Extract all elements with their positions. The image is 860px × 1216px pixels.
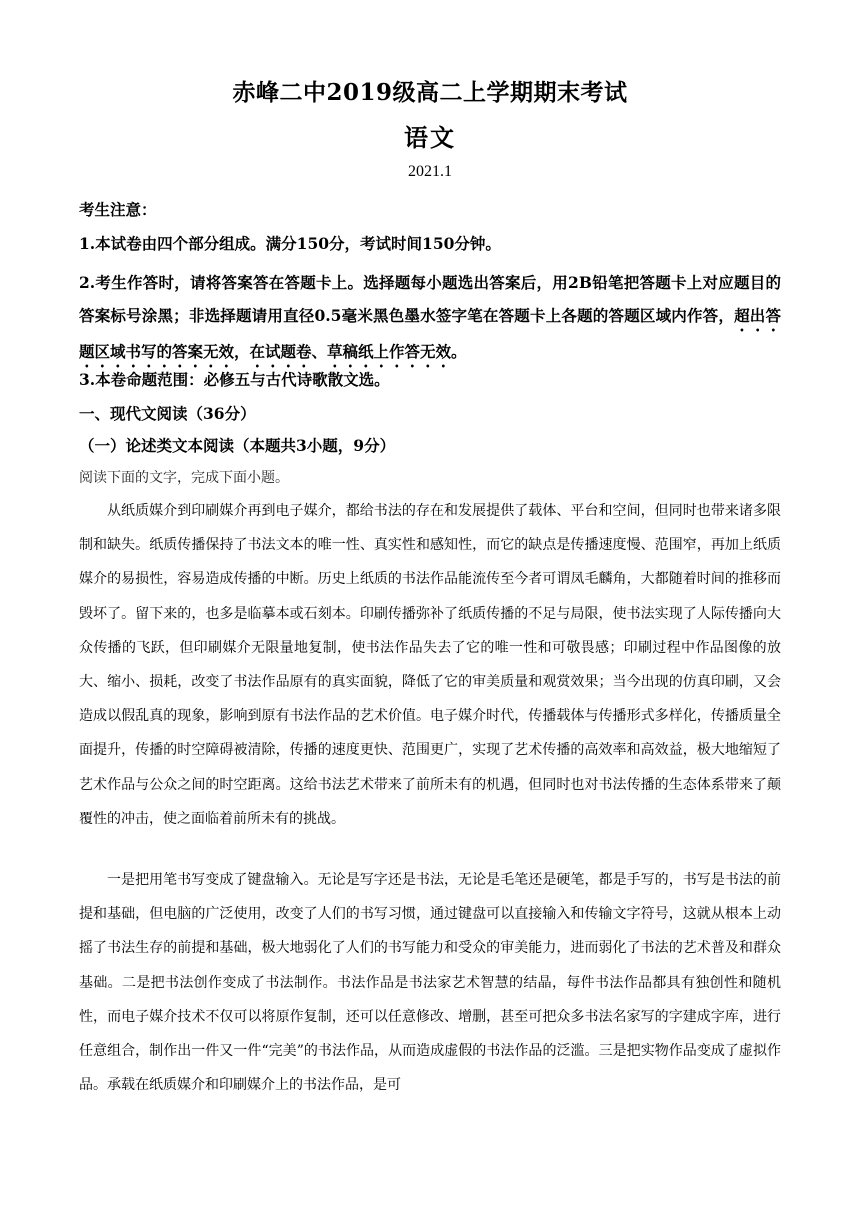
reading-instruction: 阅读下面的文字，完成下面小题。 bbox=[79, 470, 289, 486]
subsection-heading: （一）论述类文本阅读（本题共3小题，9分） bbox=[79, 436, 396, 455]
exam-date: 2021.1 bbox=[408, 163, 452, 180]
notice-item-3: 3.本卷命题范围：必修五与古代诗歌散文选。 bbox=[79, 370, 390, 389]
section-heading: 一、现代文阅读（36分） bbox=[79, 404, 256, 423]
passage-paragraph-1: 从纸质媒介到印刷媒介再到电子媒介，都给书法的存在和发展提供了载体、平台和空间，但同时也带来诸多限制和缺失。纸质传播保持了书法文本的唯一性、真实性和感知性，而它的缺点是传播速度慢、范围窄，再加上纸质媒介的易损性，容易造成传播的中断。历史上纸质的书法作品能流传至今者可谓凤毛麟角，大都随着时间的推移而毁坏了。留下来的，也多是临摹本或石刻本。印刷传播弥补了纸质传播的不足与局限，使书法实现了人际传播向大众传播的飞跃，但印刷媒介无限量地复制，使书法作品失去了它的唯一性和可敬畏感；印刷过程中作品图像的放大、缩小、损耗，改变了书法作品原有的真实面貌，降低了它的审美质量和观赏效果；当今出现的仿真印刷，又会造成以假乱真的现象，影响到原有书法作品的艺术价值。电子媒介时代，传播载体与传播形式多样化，传播质量全面提升，传播的时空障碍被清除，传播的速度更快、范围更广，实现了艺术传播的高效率和高效益，极大地缩短了艺术作品与公众之间的时空距离。这给书法艺术带来了前所未有的机遇，但同时也对书法传播的生态体系带来了颠覆性的冲击，使之面临着前所未有的挑战。 bbox=[79, 503, 781, 827]
notice-heading: 考生注意： bbox=[79, 200, 157, 219]
notice-item-2-text: 2.考生作答时，请将答案答在答题卡上。选择题每小题选出答案后，用2B铅笔把答题卡上对应题目的答案标号涂黑；非选择题请用直径0.5毫米黑色墨水签字笔在答题卡上各题的答题区域内作答， bbox=[79, 273, 781, 325]
notice-item-1: 1.本试卷由四个部分组成。满分150分，考试时间150分钟。 bbox=[79, 234, 501, 253]
subject-title: 语文 bbox=[404, 123, 456, 152]
notice-emphasis-1: 超出答题区域书写的答案无效 bbox=[79, 306, 781, 361]
exam-title: 赤峰二中2019级高二上学期期末考试 bbox=[232, 79, 628, 106]
notice-emphasis-2: 在试题卷、草稿纸上作答无效 bbox=[249, 342, 452, 361]
notice-item-2 bbox=[79, 266, 781, 371]
passage-paragraph-2: 一是把用笔书写变成了键盘输入。无论是写字还是书法，无论是毛笔还是硬笔，都是手写的，书写是书法的前提和基础，但电脑的广泛使用，改变了人们的书写习惯，通过键盘可以直接输入和传输文字符号，这就从根本上动摇了书法生存的前提和基础，极大地弱化了人们的书写能力和受众的审美能力，进而弱化了书法的艺术普及和群众基础。二是把书法创作变成了书法制作。书法作品是书法家艺术智慧的结晶，每件书法作品都具有独创性和随机性，而电子媒介技术不仅可以将原作复制，还可以任意修改、增删，甚至可把众多书法名家写的字建成字库，进行任意组合，制作出一件又一件“完美”的书法作品，从而造成虚假的书法作品的泛滥。三是把实物作品变成了虚拟作品。承载在纸质媒介和印刷媒介上的书法作品，是可 bbox=[79, 872, 781, 1094]
notice-comma: ， bbox=[234, 342, 250, 361]
notice-period: 。 bbox=[451, 342, 467, 361]
